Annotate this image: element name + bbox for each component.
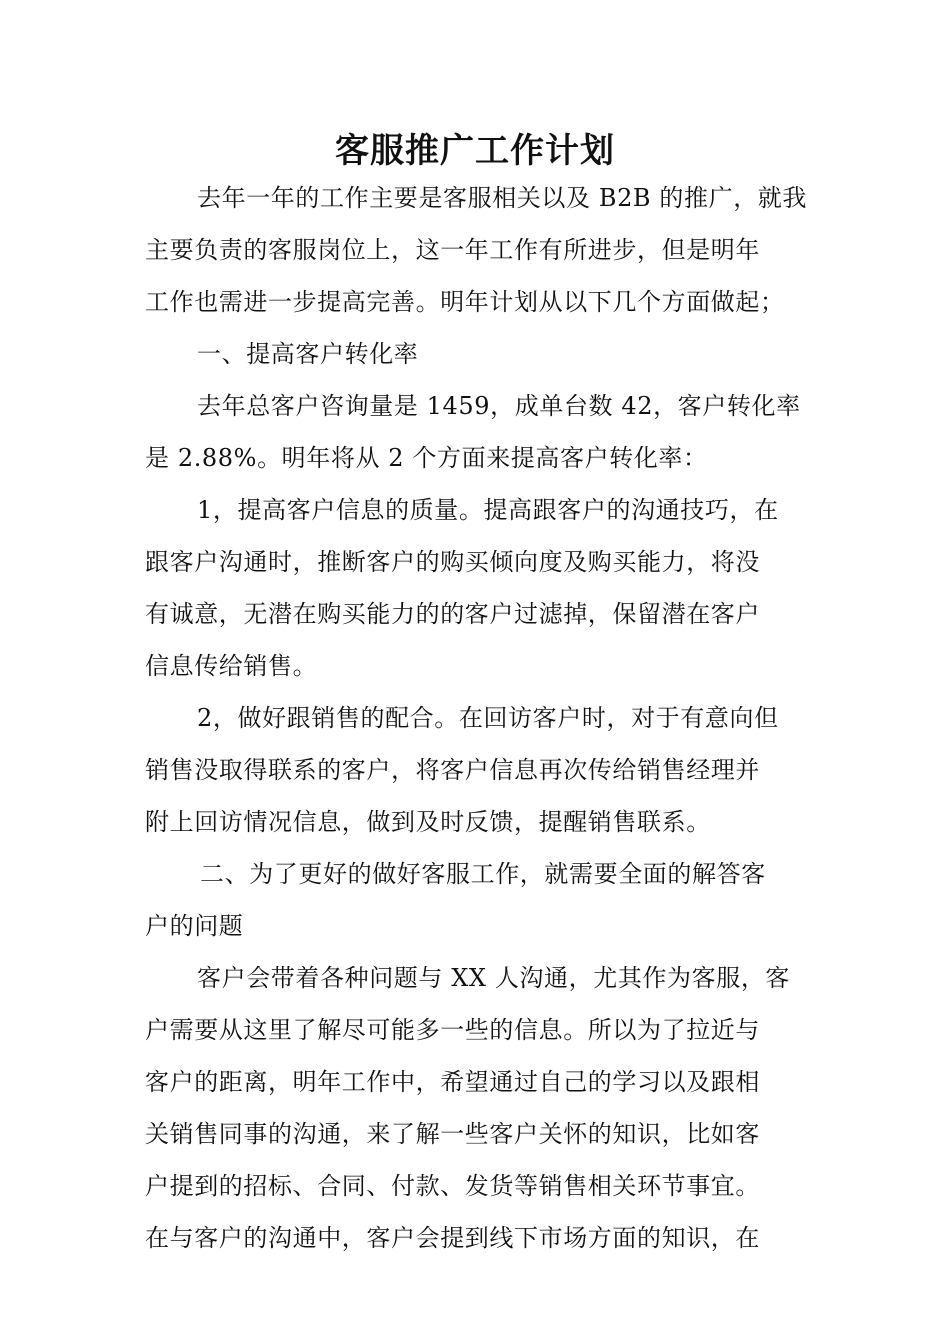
text-line: 是 2.88%。明年将从 2 个方面来提高客户转化率： — [145, 444, 708, 472]
text-line: 关销售同事的沟通，来了解一些客户关怀的知识，比如客 — [145, 1120, 760, 1148]
text-line: 工作也需进一步提高完善。明年计划从以下几个方面做起； — [145, 288, 785, 316]
text-line: 信息传给销售。 — [145, 652, 318, 680]
text-line: 在与客户的沟通中，客户会提到线下市场方面的知识，在 — [145, 1224, 760, 1252]
text-line: 销售没取得联系的客户，将客户信息再次传给销售经理并 — [145, 756, 760, 784]
text-line: 去年一年的工作主要是客服相关以及 B2B 的推广，就我 — [197, 184, 807, 212]
text-line: 主要负责的客服岗位上，这一年工作有所进步，但是明年 — [145, 236, 760, 264]
document-body — [145, 172, 811, 1264]
text-line: 去年总客户咨询量是 1459，成单台数 42，客户转化率 — [197, 392, 801, 420]
text-line: 跟客户沟通时，推断客户的购买倾向度及购买能力，将没 — [145, 548, 760, 576]
text-line: 一、提高客户转化率 — [197, 340, 419, 368]
text-line: 二、为了更好的做好客服工作，就需要全面的解答客 — [200, 860, 766, 888]
text-line: 有诚意，无潜在购买能力的的客户过滤掉，保留潜在客户 — [145, 600, 760, 628]
text-line: 1，提高客户信息的质量。提高跟客户的沟通技巧，在 — [197, 496, 779, 524]
text-line: 2，做好跟销售的配合。在回访客户时，对于有意向但 — [197, 704, 779, 732]
text-line: 客户会带着各种问题与 XX 人沟通，尤其作为客服，客 — [197, 964, 791, 992]
text-line: 户的问题 — [145, 912, 244, 940]
text-line: 户提到的招标、合同、付款、发货等销售相关环节事宜。 — [145, 1172, 760, 1200]
document-title: 客服推广工作计划 — [335, 131, 615, 171]
text-line: 户需要从这里了解尽可能多一些的信息。所以为了拉近与 — [145, 1016, 760, 1044]
text-line: 附上回访情况信息，做到及时反馈，提醒销售联系。 — [145, 808, 711, 836]
text-line: 客户的距离，明年工作中，希望通过自己的学习以及跟相 — [145, 1068, 760, 1096]
